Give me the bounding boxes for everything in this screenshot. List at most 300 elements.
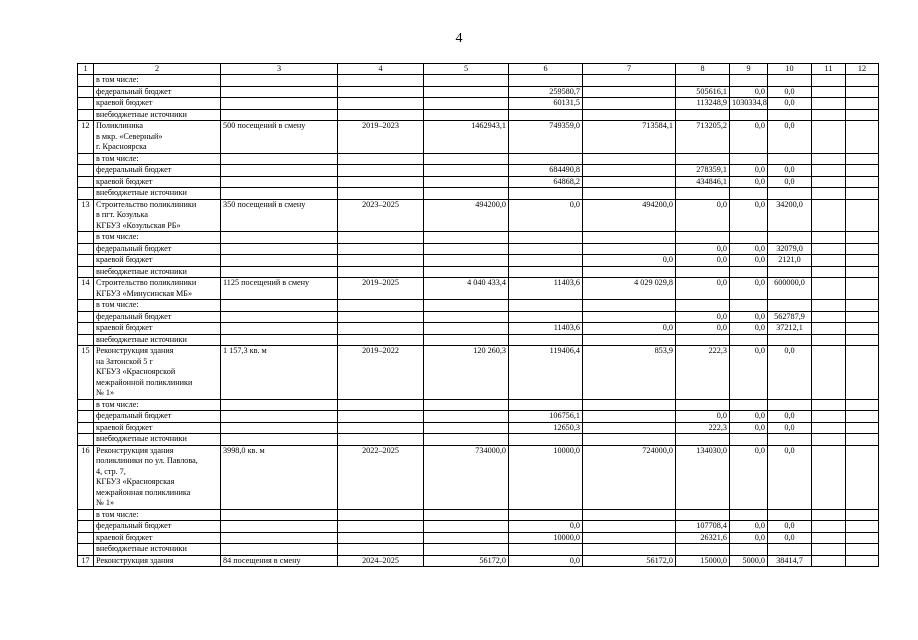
row-value-6 xyxy=(509,188,583,200)
row-value-12 xyxy=(846,188,879,200)
row-name: в том числе: xyxy=(94,509,221,521)
row-period xyxy=(338,266,424,278)
row-value-12 xyxy=(846,255,879,267)
row-total-cost xyxy=(424,399,509,411)
row-value-8 xyxy=(676,109,730,121)
row-value-6 xyxy=(509,399,583,411)
row-value-10 xyxy=(768,266,812,278)
row-total-cost: 1462943,1 xyxy=(424,121,509,154)
row-capacity xyxy=(221,509,338,521)
row-value-9 xyxy=(730,188,768,200)
row-value-12 xyxy=(846,334,879,346)
table-row xyxy=(78,278,879,300)
row-number: 15 xyxy=(78,346,94,400)
row-value-6: 0,0 xyxy=(509,521,583,533)
row-number xyxy=(78,509,94,521)
row-value-7: 853,9 xyxy=(583,346,676,400)
row-value-7 xyxy=(583,109,676,121)
row-value-11 xyxy=(812,109,846,121)
row-capacity xyxy=(221,323,338,335)
row-value-7 xyxy=(583,98,676,110)
row-value-6 xyxy=(509,311,583,323)
row-value-7 xyxy=(583,434,676,446)
row-total-cost xyxy=(424,300,509,312)
row-value-10: 0,0 xyxy=(768,86,812,98)
row-value-6: 11403,6 xyxy=(509,278,583,300)
row-value-8 xyxy=(676,300,730,312)
row-period: 2022–2025 xyxy=(338,445,424,509)
row-value-7 xyxy=(583,334,676,346)
row-name: федеральный бюджет xyxy=(94,311,221,323)
row-number xyxy=(78,323,94,335)
row-value-11 xyxy=(812,266,846,278)
row-value-10 xyxy=(768,334,812,346)
row-capacity xyxy=(221,232,338,244)
row-total-cost: 120 260,3 xyxy=(424,346,509,400)
budget-table xyxy=(77,63,879,567)
row-value-9 xyxy=(730,109,768,121)
row-number xyxy=(78,434,94,446)
row-value-6 xyxy=(509,300,583,312)
row-value-11 xyxy=(812,532,846,544)
row-value-7 xyxy=(583,75,676,87)
table-row xyxy=(78,188,879,200)
row-value-9: 0,0 xyxy=(730,532,768,544)
row-period: 2023–2025 xyxy=(338,199,424,232)
row-value-10: 0,0 xyxy=(768,532,812,544)
row-capacity xyxy=(221,165,338,177)
row-value-8: 0,0 xyxy=(676,323,730,335)
row-value-8 xyxy=(676,232,730,244)
row-value-7: 0,0 xyxy=(583,255,676,267)
row-total-cost xyxy=(424,153,509,165)
row-value-11 xyxy=(812,334,846,346)
row-period xyxy=(338,232,424,244)
row-capacity xyxy=(221,188,338,200)
row-value-10: 0,0 xyxy=(768,176,812,188)
row-value-8: 505616,1 xyxy=(676,86,730,98)
row-number xyxy=(78,75,94,87)
row-number xyxy=(78,109,94,121)
row-value-6: 0,0 xyxy=(509,555,583,567)
row-total-cost xyxy=(424,165,509,177)
row-name: внебюджетные источники xyxy=(94,434,221,446)
row-value-12 xyxy=(846,323,879,335)
row-value-9: 0,0 xyxy=(730,255,768,267)
row-name: в том числе: xyxy=(94,399,221,411)
row-value-9: 0,0 xyxy=(730,176,768,188)
row-total-cost xyxy=(424,188,509,200)
row-value-12 xyxy=(846,153,879,165)
row-capacity: 3998,0 кв. м xyxy=(221,445,338,509)
row-value-11 xyxy=(812,255,846,267)
row-number xyxy=(78,153,94,165)
row-value-11 xyxy=(812,153,846,165)
row-capacity: 84 посещения в смену xyxy=(221,555,338,567)
row-value-6: 749359,0 xyxy=(509,121,583,154)
row-value-10 xyxy=(768,399,812,411)
row-value-9: 0,0 xyxy=(730,121,768,154)
row-value-7: 494200,0 xyxy=(583,199,676,232)
row-value-9: 0,0 xyxy=(730,445,768,509)
row-capacity xyxy=(221,411,338,423)
row-value-12 xyxy=(846,176,879,188)
row-value-10 xyxy=(768,75,812,87)
row-value-7 xyxy=(583,532,676,544)
row-value-11 xyxy=(812,75,846,87)
row-value-7 xyxy=(583,266,676,278)
row-value-6: 11403,6 xyxy=(509,323,583,335)
row-value-7 xyxy=(583,399,676,411)
row-value-11 xyxy=(812,434,846,446)
row-period xyxy=(338,75,424,87)
row-name: краевой бюджет xyxy=(94,323,221,335)
row-period xyxy=(338,243,424,255)
column-header: 2 xyxy=(94,64,221,75)
row-number xyxy=(78,411,94,423)
table-row xyxy=(78,544,879,556)
row-value-8: 0,0 xyxy=(676,255,730,267)
row-period xyxy=(338,98,424,110)
row-value-8 xyxy=(676,153,730,165)
table-row xyxy=(78,165,879,177)
table-row xyxy=(78,98,879,110)
column-header: 7 xyxy=(583,64,676,75)
row-value-11 xyxy=(812,278,846,300)
row-capacity: 500 посещений в смену xyxy=(221,121,338,154)
row-number xyxy=(78,422,94,434)
row-value-11 xyxy=(812,399,846,411)
row-total-cost xyxy=(424,75,509,87)
row-value-8: 15000,0 xyxy=(676,555,730,567)
row-value-10: 562787,9 xyxy=(768,311,812,323)
table-row xyxy=(78,243,879,255)
row-period: 2019–2023 xyxy=(338,121,424,154)
row-value-9 xyxy=(730,399,768,411)
row-value-10: 34200,0 xyxy=(768,199,812,232)
row-value-12 xyxy=(846,445,879,509)
row-value-8 xyxy=(676,509,730,521)
row-name: в том числе: xyxy=(94,300,221,312)
row-number xyxy=(78,266,94,278)
row-name: внебюджетные источники xyxy=(94,334,221,346)
row-value-9 xyxy=(730,266,768,278)
row-number xyxy=(78,188,94,200)
row-value-6: 259580,7 xyxy=(509,86,583,98)
row-total-cost xyxy=(424,422,509,434)
row-value-8: 113248,9 xyxy=(676,98,730,110)
row-number xyxy=(78,165,94,177)
row-capacity xyxy=(221,399,338,411)
row-total-cost xyxy=(424,243,509,255)
row-value-6 xyxy=(509,109,583,121)
row-value-8 xyxy=(676,399,730,411)
column-header: 12 xyxy=(846,64,879,75)
row-capacity xyxy=(221,422,338,434)
row-total-cost xyxy=(424,176,509,188)
row-value-9 xyxy=(730,300,768,312)
row-value-9: 0,0 xyxy=(730,86,768,98)
row-total-cost xyxy=(424,232,509,244)
row-period xyxy=(338,323,424,335)
row-value-6 xyxy=(509,243,583,255)
row-period xyxy=(338,521,424,533)
row-period xyxy=(338,109,424,121)
row-value-12 xyxy=(846,422,879,434)
row-value-6: 106756,1 xyxy=(509,411,583,423)
row-value-6: 684490,8 xyxy=(509,165,583,177)
row-value-9: 0,0 xyxy=(730,199,768,232)
row-number xyxy=(78,532,94,544)
row-value-8: 222,3 xyxy=(676,346,730,400)
row-value-7 xyxy=(583,188,676,200)
row-value-11 xyxy=(812,121,846,154)
row-value-8 xyxy=(676,334,730,346)
row-number xyxy=(78,243,94,255)
row-value-8: 0,0 xyxy=(676,199,730,232)
row-value-11 xyxy=(812,411,846,423)
row-total-cost xyxy=(424,266,509,278)
row-name: в том числе: xyxy=(94,153,221,165)
column-header: 6 xyxy=(509,64,583,75)
row-value-10: 0,0 xyxy=(768,521,812,533)
row-total-cost xyxy=(424,521,509,533)
row-value-10: 0,0 xyxy=(768,165,812,177)
column-header: 4 xyxy=(338,64,424,75)
row-total-cost xyxy=(424,323,509,335)
row-value-12 xyxy=(846,109,879,121)
row-value-12 xyxy=(846,278,879,300)
row-value-6 xyxy=(509,75,583,87)
row-value-9: 0,0 xyxy=(730,521,768,533)
row-value-11 xyxy=(812,509,846,521)
row-value-12 xyxy=(846,266,879,278)
row-value-8: 713205,2 xyxy=(676,121,730,154)
row-name: Поликлиника в мкр. «Северный» г. Красноярска xyxy=(94,121,221,154)
row-value-8: 0,0 xyxy=(676,278,730,300)
row-value-7 xyxy=(583,86,676,98)
row-value-7 xyxy=(583,509,676,521)
row-value-11 xyxy=(812,311,846,323)
column-header: 11 xyxy=(812,64,846,75)
row-value-10 xyxy=(768,232,812,244)
row-period: 2019–2025 xyxy=(338,278,424,300)
row-value-10: 0,0 xyxy=(768,346,812,400)
table-row xyxy=(78,121,879,154)
row-value-10: 0,0 xyxy=(768,445,812,509)
row-capacity: 1125 посещений в смену xyxy=(221,278,338,300)
row-value-8 xyxy=(676,188,730,200)
row-value-10: 0,0 xyxy=(768,422,812,434)
row-total-cost: 494200,0 xyxy=(424,199,509,232)
row-number xyxy=(78,334,94,346)
row-value-11 xyxy=(812,199,846,232)
column-header: 5 xyxy=(424,64,509,75)
row-value-7: 56172,0 xyxy=(583,555,676,567)
row-value-10: 600000,0 xyxy=(768,278,812,300)
table-row xyxy=(78,555,879,567)
row-value-6: 10000,0 xyxy=(509,532,583,544)
row-value-11 xyxy=(812,98,846,110)
row-value-7: 4 029 029,8 xyxy=(583,278,676,300)
row-value-12 xyxy=(846,86,879,98)
row-value-9 xyxy=(730,434,768,446)
row-value-11 xyxy=(812,544,846,556)
row-capacity xyxy=(221,311,338,323)
table-row xyxy=(78,521,879,533)
row-value-10: 2121,0 xyxy=(768,255,812,267)
row-value-6 xyxy=(509,544,583,556)
row-value-9: 5000,0 xyxy=(730,555,768,567)
row-value-10: 0,0 xyxy=(768,411,812,423)
row-name: внебюджетные источники xyxy=(94,266,221,278)
row-period: 2019–2022 xyxy=(338,346,424,400)
row-capacity xyxy=(221,153,338,165)
row-value-7: 0,0 xyxy=(583,323,676,335)
row-value-12 xyxy=(846,243,879,255)
row-capacity xyxy=(221,109,338,121)
row-period: 2024–2025 xyxy=(338,555,424,567)
row-value-9: 1030334,8 xyxy=(730,98,768,110)
row-value-12 xyxy=(846,521,879,533)
row-period xyxy=(338,86,424,98)
table-row xyxy=(78,75,879,87)
row-value-10: 0,0 xyxy=(768,121,812,154)
row-total-cost xyxy=(424,411,509,423)
row-capacity: 1 157,3 кв. м xyxy=(221,346,338,400)
row-value-7 xyxy=(583,243,676,255)
row-value-12 xyxy=(846,75,879,87)
row-capacity xyxy=(221,521,338,533)
row-value-9: 0,0 xyxy=(730,165,768,177)
row-capacity xyxy=(221,176,338,188)
row-value-12 xyxy=(846,165,879,177)
table-row xyxy=(78,532,879,544)
row-value-12 xyxy=(846,199,879,232)
row-value-6 xyxy=(509,232,583,244)
row-capacity xyxy=(221,255,338,267)
row-name: внебюджетные источники xyxy=(94,188,221,200)
row-number xyxy=(78,232,94,244)
row-value-10: 32079,0 xyxy=(768,243,812,255)
row-name: федеральный бюджет xyxy=(94,86,221,98)
row-period xyxy=(338,165,424,177)
row-period xyxy=(338,399,424,411)
column-header: 9 xyxy=(730,64,768,75)
row-period xyxy=(338,255,424,267)
row-number: 14 xyxy=(78,278,94,300)
row-value-9: 0,0 xyxy=(730,278,768,300)
row-value-8: 434846,1 xyxy=(676,176,730,188)
row-value-11 xyxy=(812,346,846,400)
row-value-12 xyxy=(846,346,879,400)
row-number xyxy=(78,311,94,323)
row-total-cost xyxy=(424,532,509,544)
row-number xyxy=(78,98,94,110)
row-period xyxy=(338,188,424,200)
row-value-6 xyxy=(509,255,583,267)
row-value-9: 0,0 xyxy=(730,346,768,400)
row-capacity: 350 посещений в смену xyxy=(221,199,338,232)
row-value-10: 37212,1 xyxy=(768,323,812,335)
row-number xyxy=(78,86,94,98)
row-value-10 xyxy=(768,434,812,446)
table-row xyxy=(78,109,879,121)
row-value-7 xyxy=(583,153,676,165)
row-name: Строительство поликлиники в пгт. Козулька КГБУЗ «Козульская РБ» xyxy=(94,199,221,232)
row-value-7 xyxy=(583,544,676,556)
row-number: 17 xyxy=(78,555,94,567)
row-name: внебюджетные источники xyxy=(94,544,221,556)
row-total-cost xyxy=(424,98,509,110)
row-name: Строительство поликлиники КГБУЗ «Минусинская МБ» xyxy=(94,278,221,300)
row-number xyxy=(78,255,94,267)
row-value-10 xyxy=(768,188,812,200)
row-name: федеральный бюджет xyxy=(94,165,221,177)
row-value-8: 0,0 xyxy=(676,411,730,423)
row-value-9 xyxy=(730,544,768,556)
row-value-6: 12650,3 xyxy=(509,422,583,434)
row-value-7 xyxy=(583,521,676,533)
row-total-cost xyxy=(424,434,509,446)
row-value-10 xyxy=(768,153,812,165)
table-row xyxy=(78,232,879,244)
row-value-8 xyxy=(676,434,730,446)
table-row xyxy=(78,311,879,323)
row-value-8: 222,3 xyxy=(676,422,730,434)
row-number xyxy=(78,521,94,533)
row-name: в том числе: xyxy=(94,232,221,244)
row-value-9: 0,0 xyxy=(730,323,768,335)
row-name: в том числе: xyxy=(94,75,221,87)
row-value-6 xyxy=(509,509,583,521)
row-number xyxy=(78,399,94,411)
row-capacity xyxy=(221,86,338,98)
row-value-12 xyxy=(846,121,879,154)
row-value-11 xyxy=(812,86,846,98)
row-total-cost: 4 040 433,4 xyxy=(424,278,509,300)
row-value-9: 0,0 xyxy=(730,422,768,434)
row-value-7 xyxy=(583,165,676,177)
row-period xyxy=(338,300,424,312)
row-period xyxy=(338,153,424,165)
row-value-12 xyxy=(846,411,879,423)
table-row xyxy=(78,509,879,521)
row-value-9 xyxy=(730,509,768,521)
row-period xyxy=(338,509,424,521)
row-total-cost xyxy=(424,544,509,556)
row-total-cost xyxy=(424,509,509,521)
row-value-9 xyxy=(730,334,768,346)
row-capacity xyxy=(221,266,338,278)
row-value-6: 10000,0 xyxy=(509,445,583,509)
row-name: краевой бюджет xyxy=(94,532,221,544)
row-value-11 xyxy=(812,176,846,188)
row-name: федеральный бюджет xyxy=(94,411,221,423)
row-value-12 xyxy=(846,399,879,411)
row-value-12 xyxy=(846,232,879,244)
row-value-6: 64868,2 xyxy=(509,176,583,188)
row-value-7 xyxy=(583,311,676,323)
row-number: 13 xyxy=(78,199,94,232)
row-value-11 xyxy=(812,165,846,177)
row-value-11 xyxy=(812,445,846,509)
row-period xyxy=(338,544,424,556)
row-value-11 xyxy=(812,232,846,244)
row-period xyxy=(338,334,424,346)
row-period xyxy=(338,411,424,423)
row-number xyxy=(78,300,94,312)
